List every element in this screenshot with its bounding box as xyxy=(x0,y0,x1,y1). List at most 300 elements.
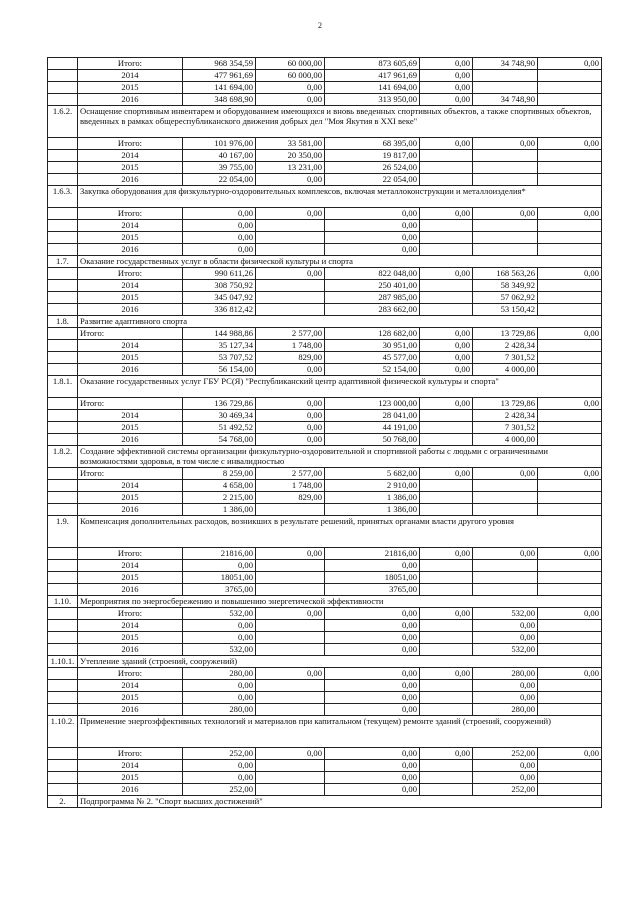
table-row xyxy=(48,644,602,656)
amount-cell xyxy=(420,572,473,584)
amount-cell: 0,00 xyxy=(325,704,420,716)
amount-cell: 54 768,00 xyxy=(183,434,256,446)
amount-cell: 1 386,00 xyxy=(325,492,420,504)
row-label: 2015 xyxy=(78,692,183,704)
code-cell xyxy=(48,208,78,220)
row-label: 2015 xyxy=(78,572,183,584)
amount-cell xyxy=(256,244,325,256)
amount-cell: 0,00 xyxy=(420,208,473,220)
table-row xyxy=(48,364,602,376)
amount-cell: 4 000,00 xyxy=(473,434,538,446)
amount-cell: 280,00 xyxy=(473,668,538,680)
row-label: 2014 xyxy=(78,410,183,422)
amount-cell xyxy=(473,220,538,232)
table-row xyxy=(48,268,602,280)
amount-cell xyxy=(538,150,602,162)
amount-cell: 1 748,00 xyxy=(256,340,325,352)
amount-cell xyxy=(256,760,325,772)
table-row xyxy=(48,58,602,70)
amount-cell: 3765,00 xyxy=(183,584,256,596)
section-code: 1.10.1. xyxy=(48,656,78,668)
section-code: 1.10.2. xyxy=(48,716,78,748)
row-label: Итого: xyxy=(78,138,183,150)
row-label: Итого: xyxy=(78,208,183,220)
amount-cell: 35 127,34 xyxy=(183,340,256,352)
amount-cell xyxy=(420,644,473,656)
amount-cell: 30 951,00 xyxy=(325,340,420,352)
section-header-row xyxy=(48,716,602,748)
row-label: Итого: xyxy=(78,58,183,70)
amount-cell xyxy=(420,304,473,316)
amount-cell: 2 428,34 xyxy=(473,410,538,422)
amount-cell: 7 301,52 xyxy=(473,422,538,434)
amount-cell: 822 048,00 xyxy=(325,268,420,280)
amount-cell xyxy=(538,422,602,434)
amount-cell xyxy=(538,704,602,716)
amount-cell: 2 910,00 xyxy=(325,480,420,492)
table-row xyxy=(48,328,602,340)
amount-cell: 0,00 xyxy=(420,58,473,70)
section-header-row xyxy=(48,106,602,138)
table-row xyxy=(48,468,602,480)
table-row xyxy=(48,398,602,410)
amount-cell xyxy=(256,304,325,316)
amount-cell: 0,00 xyxy=(420,138,473,150)
amount-cell xyxy=(256,572,325,584)
row-label: 2016 xyxy=(78,94,183,106)
table-row xyxy=(48,480,602,492)
amount-cell xyxy=(420,232,473,244)
amount-cell: 68 395,00 xyxy=(325,138,420,150)
table-row xyxy=(48,584,602,596)
amount-cell: 280,00 xyxy=(183,668,256,680)
amount-cell xyxy=(538,584,602,596)
amount-cell xyxy=(538,784,602,796)
code-cell xyxy=(48,572,78,584)
amount-cell xyxy=(538,434,602,446)
amount-cell: 50 768,00 xyxy=(325,434,420,446)
amount-cell xyxy=(538,244,602,256)
code-cell xyxy=(48,504,78,516)
section-header-row xyxy=(48,186,602,208)
amount-cell: 53 150,42 xyxy=(473,304,538,316)
amount-cell xyxy=(420,760,473,772)
amount-cell: 280,00 xyxy=(473,704,538,716)
code-cell xyxy=(48,548,78,560)
amount-cell: 1 748,00 xyxy=(256,480,325,492)
amount-cell xyxy=(538,220,602,232)
amount-cell: 101 976,00 xyxy=(183,138,256,150)
amount-cell: 28 041,00 xyxy=(325,410,420,422)
code-cell xyxy=(48,352,78,364)
budget-table xyxy=(47,57,602,808)
amount-cell: 0,00 xyxy=(183,760,256,772)
amount-cell: 532,00 xyxy=(183,644,256,656)
row-label: 2016 xyxy=(78,504,183,516)
table-row xyxy=(48,680,602,692)
amount-cell xyxy=(473,560,538,572)
amount-cell xyxy=(473,492,538,504)
amount-cell xyxy=(420,422,473,434)
amount-cell: 30 469,34 xyxy=(183,410,256,422)
table-row xyxy=(48,304,602,316)
code-cell xyxy=(48,398,78,410)
row-label: Итого: xyxy=(78,608,183,620)
amount-cell xyxy=(538,280,602,292)
code-cell xyxy=(48,328,78,340)
amount-cell: 52 154,00 xyxy=(325,364,420,376)
table-row xyxy=(48,704,602,716)
row-label: 2015 xyxy=(78,632,183,644)
amount-cell xyxy=(538,232,602,244)
amount-cell: 58 349,92 xyxy=(473,280,538,292)
amount-cell: 123 000,00 xyxy=(325,398,420,410)
row-label: Итого: xyxy=(78,398,183,410)
amount-cell: 0,00 xyxy=(538,668,602,680)
code-cell xyxy=(48,244,78,256)
code-cell xyxy=(48,748,78,760)
table-row xyxy=(48,208,602,220)
table-row xyxy=(48,504,602,516)
section-header-row xyxy=(48,516,602,548)
table-row xyxy=(48,784,602,796)
amount-cell xyxy=(538,620,602,632)
amount-cell: 0,00 xyxy=(420,668,473,680)
amount-cell xyxy=(538,772,602,784)
amount-cell xyxy=(420,620,473,632)
amount-cell: 0,00 xyxy=(420,398,473,410)
amount-cell: 0,00 xyxy=(325,244,420,256)
table-row xyxy=(48,548,602,560)
row-label: 2015 xyxy=(78,422,183,434)
amount-cell: 0,00 xyxy=(256,410,325,422)
amount-cell: 0,00 xyxy=(420,94,473,106)
row-label: 2014 xyxy=(78,620,183,632)
code-cell xyxy=(48,680,78,692)
row-label: 2014 xyxy=(78,220,183,232)
amount-cell: 532,00 xyxy=(183,608,256,620)
amount-cell: 8 259,00 xyxy=(183,468,256,480)
amount-cell xyxy=(420,150,473,162)
amount-cell: 128 682,00 xyxy=(325,328,420,340)
amount-cell: 0,00 xyxy=(325,668,420,680)
amount-cell xyxy=(473,504,538,516)
amount-cell: 0,00 xyxy=(256,548,325,560)
amount-cell: 13 729,86 xyxy=(473,328,538,340)
code-cell xyxy=(48,784,78,796)
amount-cell: 252,00 xyxy=(183,748,256,760)
amount-cell: 141 694,00 xyxy=(325,82,420,94)
amount-cell: 0,00 xyxy=(256,82,325,94)
amount-cell: 0,00 xyxy=(183,208,256,220)
amount-cell: 313 950,00 xyxy=(325,94,420,106)
amount-cell: 968 354,59 xyxy=(183,58,256,70)
code-cell xyxy=(48,292,78,304)
table-row xyxy=(48,94,602,106)
amount-cell xyxy=(420,174,473,186)
amount-cell: 33 581,00 xyxy=(256,138,325,150)
table-row xyxy=(48,560,602,572)
row-label: 2015 xyxy=(78,352,183,364)
amount-cell: 0,00 xyxy=(256,94,325,106)
section-header-row xyxy=(48,446,602,468)
amount-cell: 20 350,00 xyxy=(256,150,325,162)
amount-cell: 2 577,00 xyxy=(256,328,325,340)
row-label: 2015 xyxy=(78,772,183,784)
amount-cell: 1 386,00 xyxy=(183,504,256,516)
row-label: Итого: xyxy=(78,748,183,760)
amount-cell: 0,00 xyxy=(538,608,602,620)
row-label: 2016 xyxy=(78,174,183,186)
section-title: Оказание государственных услуг ГБУ РС(Я) "Республиканский центр адаптивной физической культуры и спорта" xyxy=(78,376,602,398)
amount-cell xyxy=(420,292,473,304)
amount-cell: 252,00 xyxy=(473,784,538,796)
amount-cell: 13 231,00 xyxy=(256,162,325,174)
amount-cell xyxy=(420,480,473,492)
section-code: 1.8. xyxy=(48,316,78,328)
amount-cell: 345 047,92 xyxy=(183,292,256,304)
code-cell xyxy=(48,340,78,352)
amount-cell: 0,00 xyxy=(538,468,602,480)
row-label: Итого: xyxy=(78,268,183,280)
amount-cell: 34 748,90 xyxy=(473,94,538,106)
code-cell xyxy=(48,772,78,784)
amount-cell: 280,00 xyxy=(183,704,256,716)
amount-cell: 477 961,69 xyxy=(183,70,256,82)
amount-cell xyxy=(538,162,602,174)
amount-cell xyxy=(256,620,325,632)
section-title: Компенсация дополнительных расходов, возникших в результате решений, принятых органами власти другого уровня xyxy=(78,516,602,548)
amount-cell: 0,00 xyxy=(325,784,420,796)
table-row xyxy=(48,410,602,422)
row-label: 2015 xyxy=(78,162,183,174)
amount-cell xyxy=(420,492,473,504)
amount-cell: 829,00 xyxy=(256,492,325,504)
amount-cell xyxy=(473,174,538,186)
amount-cell xyxy=(420,280,473,292)
amount-cell: 348 698,90 xyxy=(183,94,256,106)
section-header-row xyxy=(48,316,602,328)
amount-cell xyxy=(256,292,325,304)
amount-cell xyxy=(538,70,602,82)
amount-cell: 57 062,92 xyxy=(473,292,538,304)
section-title: Применение энергоэффективных технологий и материалов при капитальном (текущем) ремонте зданий (строений, сооружений) xyxy=(78,716,602,748)
amount-cell: 0,00 xyxy=(256,422,325,434)
row-label: 2015 xyxy=(78,82,183,94)
code-cell xyxy=(48,608,78,620)
table-row xyxy=(48,162,602,174)
amount-cell xyxy=(538,292,602,304)
amount-cell xyxy=(256,584,325,596)
amount-cell: 308 750,92 xyxy=(183,280,256,292)
amount-cell: 2 577,00 xyxy=(256,468,325,480)
code-cell xyxy=(48,632,78,644)
amount-cell: 0,00 xyxy=(420,268,473,280)
amount-cell xyxy=(538,304,602,316)
amount-cell xyxy=(420,560,473,572)
amount-cell xyxy=(420,220,473,232)
amount-cell: 0,00 xyxy=(473,468,538,480)
row-label: 2014 xyxy=(78,760,183,772)
amount-cell: 5 682,00 xyxy=(325,468,420,480)
code-cell xyxy=(48,280,78,292)
code-cell xyxy=(48,492,78,504)
amount-cell: 0,00 xyxy=(420,82,473,94)
table-row xyxy=(48,422,602,434)
section-code: 1.6.3. xyxy=(48,186,78,208)
code-cell xyxy=(48,94,78,106)
amount-cell xyxy=(420,162,473,174)
amount-cell xyxy=(473,150,538,162)
amount-cell xyxy=(420,584,473,596)
code-cell xyxy=(48,304,78,316)
code-cell xyxy=(48,268,78,280)
amount-cell: 829,00 xyxy=(256,352,325,364)
section-title: Развитие адаптивного спорта xyxy=(78,316,602,328)
code-cell xyxy=(48,162,78,174)
code-cell xyxy=(48,584,78,596)
row-label: 2015 xyxy=(78,232,183,244)
amount-cell: 21816,00 xyxy=(183,548,256,560)
section-title: Создание эффективной системы организации физкультурно-оздоровительной и спортивной работы с людьми с ограниченными возможностями здоровья, в том числе с инвалидностью xyxy=(78,446,602,468)
amount-cell: 53 707,52 xyxy=(183,352,256,364)
code-cell xyxy=(48,82,78,94)
section-header-row xyxy=(48,256,602,268)
table-row xyxy=(48,232,602,244)
amount-cell: 2 215,00 xyxy=(183,492,256,504)
section-title: Закупка оборудования для физкультурно-оздоровительных комплексов, включая металлоконструкции и металлоизделия* xyxy=(78,186,602,208)
amount-cell: 0,00 xyxy=(325,220,420,232)
amount-cell: 60 000,00 xyxy=(256,70,325,82)
table-row xyxy=(48,760,602,772)
row-label: 2014 xyxy=(78,480,183,492)
amount-cell xyxy=(256,560,325,572)
amount-cell: 417 961,69 xyxy=(325,70,420,82)
amount-cell: 0,00 xyxy=(183,632,256,644)
amount-cell: 44 191,00 xyxy=(325,422,420,434)
page-number: 2 xyxy=(318,21,322,30)
row-label: 2016 xyxy=(78,784,183,796)
amount-cell: 51 492,52 xyxy=(183,422,256,434)
amount-cell: 0,00 xyxy=(256,268,325,280)
code-cell xyxy=(48,410,78,422)
row-label: 2014 xyxy=(78,680,183,692)
table-row xyxy=(48,692,602,704)
amount-cell xyxy=(420,704,473,716)
section-code: 1.6.2. xyxy=(48,106,78,138)
amount-cell: 0,00 xyxy=(183,232,256,244)
table-row xyxy=(48,82,602,94)
code-cell xyxy=(48,422,78,434)
amount-cell: 0,00 xyxy=(325,760,420,772)
section-code: 1.8.2. xyxy=(48,446,78,468)
amount-cell: 336 812,42 xyxy=(183,304,256,316)
table-row xyxy=(48,220,602,232)
code-cell xyxy=(48,138,78,150)
amount-cell xyxy=(538,174,602,186)
section-header-row xyxy=(48,376,602,398)
amount-cell: 0,00 xyxy=(325,608,420,620)
amount-cell: 0,00 xyxy=(256,748,325,760)
table-row xyxy=(48,608,602,620)
amount-cell: 0,00 xyxy=(473,772,538,784)
code-cell xyxy=(48,150,78,162)
row-label: 2014 xyxy=(78,340,183,352)
amount-cell xyxy=(256,280,325,292)
amount-cell: 0,00 xyxy=(183,772,256,784)
table-row xyxy=(48,340,602,352)
table-row xyxy=(48,772,602,784)
amount-cell: 990 611,26 xyxy=(183,268,256,280)
amount-cell: 0,00 xyxy=(325,772,420,784)
amount-cell xyxy=(420,410,473,422)
amount-cell: 0,00 xyxy=(473,680,538,692)
amount-cell xyxy=(473,232,538,244)
amount-cell: 0,00 xyxy=(420,548,473,560)
amount-cell: 0,00 xyxy=(325,748,420,760)
amount-cell xyxy=(538,560,602,572)
row-label: 2015 xyxy=(78,492,183,504)
table-row xyxy=(48,620,602,632)
amount-cell xyxy=(420,680,473,692)
amount-cell xyxy=(538,504,602,516)
table-row xyxy=(48,668,602,680)
code-cell xyxy=(48,560,78,572)
amount-cell: 0,00 xyxy=(183,680,256,692)
row-label: 2016 xyxy=(78,644,183,656)
amount-cell xyxy=(538,632,602,644)
row-label: 2014 xyxy=(78,560,183,572)
table-row xyxy=(48,434,602,446)
amount-cell xyxy=(256,692,325,704)
amount-cell: 45 577,00 xyxy=(325,352,420,364)
amount-cell: 0,00 xyxy=(473,692,538,704)
amount-cell: 40 167,00 xyxy=(183,150,256,162)
amount-cell xyxy=(256,220,325,232)
amount-cell xyxy=(538,82,602,94)
section-header-row xyxy=(48,656,602,668)
amount-cell: 0,00 xyxy=(183,692,256,704)
row-label: 2016 xyxy=(78,244,183,256)
code-cell xyxy=(48,760,78,772)
amount-cell xyxy=(538,410,602,422)
amount-cell xyxy=(538,364,602,376)
amount-cell: 56 154,00 xyxy=(183,364,256,376)
amount-cell: 0,00 xyxy=(256,398,325,410)
row-label: 2016 xyxy=(78,434,183,446)
amount-cell: 0,00 xyxy=(256,364,325,376)
amount-cell: 0,00 xyxy=(473,760,538,772)
amount-cell: 22 054,00 xyxy=(325,174,420,186)
amount-cell: 252,00 xyxy=(473,748,538,760)
table-row xyxy=(48,280,602,292)
amount-cell: 0,00 xyxy=(183,620,256,632)
amount-cell: 0,00 xyxy=(538,138,602,150)
amount-cell: 0,00 xyxy=(183,244,256,256)
amount-cell: 0,00 xyxy=(473,632,538,644)
amount-cell: 532,00 xyxy=(473,608,538,620)
amount-cell: 0,00 xyxy=(538,268,602,280)
code-cell xyxy=(48,692,78,704)
amount-cell: 0,00 xyxy=(183,220,256,232)
amount-cell: 0,00 xyxy=(325,692,420,704)
amount-cell: 4 658,00 xyxy=(183,480,256,492)
amount-cell: 0,00 xyxy=(420,608,473,620)
code-cell xyxy=(48,704,78,716)
amount-cell: 287 985,00 xyxy=(325,292,420,304)
table-row xyxy=(48,572,602,584)
amount-cell: 283 662,00 xyxy=(325,304,420,316)
